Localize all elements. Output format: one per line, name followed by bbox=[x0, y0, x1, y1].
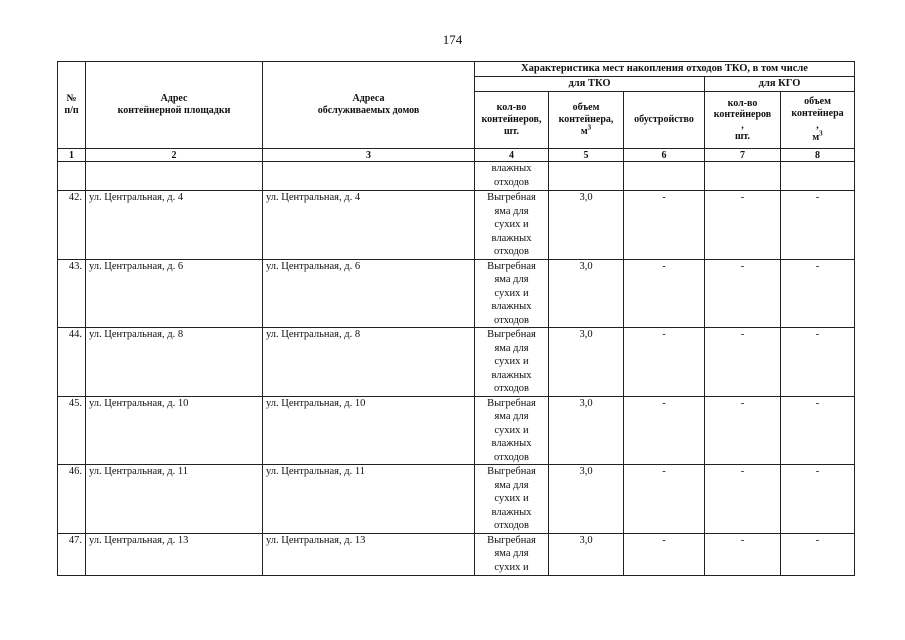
cell-kgo-count: - bbox=[705, 396, 781, 465]
cell-volume: 3,0 bbox=[549, 465, 624, 534]
cell-site: ул. Центральная, д. 8 bbox=[86, 328, 263, 397]
header-kgo-count: кол-во контейнеров , шт. bbox=[705, 92, 781, 149]
cell-number: 47. bbox=[58, 533, 86, 575]
header-houses-address: Адреса обслуживаемых домов bbox=[263, 62, 475, 149]
table-row-continuation bbox=[58, 162, 855, 191]
cell-volume: 3,0 bbox=[549, 533, 624, 575]
header-group-kgo: для КГО bbox=[705, 77, 855, 92]
cell-kgo-count bbox=[705, 162, 781, 191]
cell-number: 42. bbox=[58, 191, 86, 260]
cell-kgo-volume: - bbox=[781, 533, 855, 575]
column-number: 6 bbox=[624, 149, 705, 162]
cell-number bbox=[58, 162, 86, 191]
cell-type: Выгребная яма для сухих и влажных отходов bbox=[475, 328, 549, 397]
table-row bbox=[58, 465, 855, 534]
cell-type: Выгребная яма для сухих и bbox=[475, 533, 549, 575]
cell-volume: 3,0 bbox=[549, 328, 624, 397]
cell-houses bbox=[263, 162, 475, 191]
header-tko-count: кол-во контейнеров, шт. bbox=[475, 92, 549, 149]
cell-kgo-count: - bbox=[705, 191, 781, 260]
cell-houses: ул. Центральная, д. 10 bbox=[263, 396, 475, 465]
cell-type: влажных отходов bbox=[475, 162, 549, 191]
cell-site: ул. Центральная, д. 6 bbox=[86, 259, 263, 328]
cell-kgo-count: - bbox=[705, 533, 781, 575]
column-number: 4 bbox=[475, 149, 549, 162]
waste-sites-table bbox=[57, 61, 855, 576]
header-group-characteristics: Характеристика мест накопления отходов ТКО, в том числе bbox=[475, 62, 855, 77]
cell-site: ул. Центральная, д. 13 bbox=[86, 533, 263, 575]
cell-site: ул. Центральная, д. 10 bbox=[86, 396, 263, 465]
cell-kgo-volume: - bbox=[781, 465, 855, 534]
table-row bbox=[58, 259, 855, 328]
column-number: 3 bbox=[263, 149, 475, 162]
cell-volume: 3,0 bbox=[549, 259, 624, 328]
cell-facility: - bbox=[624, 259, 705, 328]
cell-kgo-volume: - bbox=[781, 396, 855, 465]
cell-facility: - bbox=[624, 465, 705, 534]
cell-houses: ул. Центральная, д. 11 bbox=[263, 465, 475, 534]
cell-kgo-volume bbox=[781, 162, 855, 191]
cell-kgo-volume: - bbox=[781, 191, 855, 260]
column-number-row bbox=[58, 149, 855, 162]
cell-site: ул. Центральная, д. 11 bbox=[86, 465, 263, 534]
header-group-tko: для ТКО bbox=[475, 77, 705, 92]
cell-kgo-volume: - bbox=[781, 328, 855, 397]
cell-facility: - bbox=[624, 396, 705, 465]
cell-houses: ул. Центральная, д. 6 bbox=[263, 259, 475, 328]
column-number: 7 bbox=[705, 149, 781, 162]
cell-kgo-count: - bbox=[705, 465, 781, 534]
header-site-address: Адрес контейнерной площадки bbox=[86, 62, 263, 149]
cell-houses: ул. Центральная, д. 8 bbox=[263, 328, 475, 397]
cell-number: 43. bbox=[58, 259, 86, 328]
header-kgo-volume: объем контейнера , $м^3$ bbox=[781, 92, 855, 149]
header-number: № п/п bbox=[58, 62, 86, 149]
cell-number: 46. bbox=[58, 465, 86, 534]
cell-number: 45. bbox=[58, 396, 86, 465]
cell-volume: 3,0 bbox=[549, 191, 624, 260]
table-row bbox=[58, 533, 855, 575]
cell-site bbox=[86, 162, 263, 191]
cell-type: Выгребная яма для сухих и влажных отходов bbox=[475, 259, 549, 328]
cell-facility: - bbox=[624, 328, 705, 397]
header-tko-volume: объем контейнера, $м^3$ bbox=[549, 92, 624, 149]
column-number: 1 bbox=[58, 149, 86, 162]
column-number: 5 bbox=[549, 149, 624, 162]
table-row bbox=[58, 328, 855, 397]
cell-facility: - bbox=[624, 533, 705, 575]
header-tko-facility: обустройство bbox=[624, 92, 705, 149]
cell-type: Выгребная яма для сухих и влажных отходов bbox=[475, 465, 549, 534]
column-number: 2 bbox=[86, 149, 263, 162]
table-header bbox=[58, 62, 855, 162]
table-row bbox=[58, 191, 855, 260]
cell-volume bbox=[549, 162, 624, 191]
cell-houses: ул. Центральная, д. 13 bbox=[263, 533, 475, 575]
cell-kgo-count: - bbox=[705, 259, 781, 328]
cell-facility: - bbox=[624, 191, 705, 260]
cell-site: ул. Центральная, д. 4 bbox=[86, 191, 263, 260]
cell-kgo-volume: - bbox=[781, 259, 855, 328]
table-body bbox=[58, 162, 855, 576]
cell-houses: ул. Центральная, д. 4 bbox=[263, 191, 475, 260]
column-number: 8 bbox=[781, 149, 855, 162]
page-number: 174 bbox=[442, 32, 463, 47]
table-row bbox=[58, 396, 855, 465]
cell-facility bbox=[624, 162, 705, 191]
cell-kgo-count: - bbox=[705, 328, 781, 397]
cell-type: Выгребная яма для сухих и влажных отходов bbox=[475, 191, 549, 260]
cell-number: 44. bbox=[58, 328, 86, 397]
cell-type: Выгребная яма для сухих и влажных отходов bbox=[475, 396, 549, 465]
cell-volume: 3,0 bbox=[549, 396, 624, 465]
